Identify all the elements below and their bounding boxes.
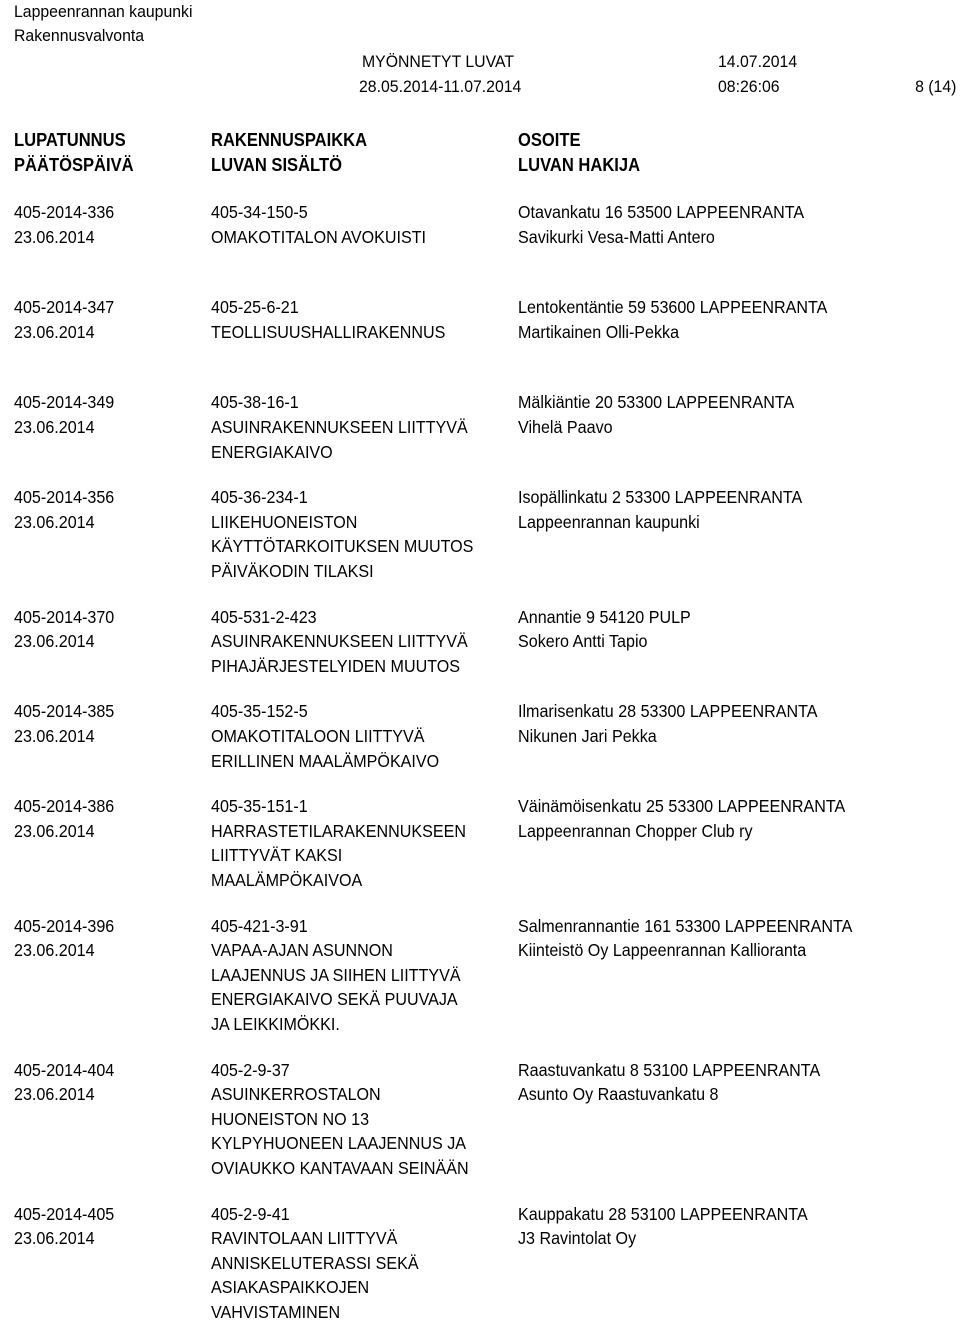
permit-record bbox=[14, 390, 954, 464]
report-title: MYÖNNETYT LUVAT bbox=[362, 52, 514, 71]
permit-content-line: TEOLLISUUSHALLIRAKENNUS bbox=[211, 321, 446, 342]
permit-record bbox=[14, 794, 954, 892]
permit-content-line: LAAJENNUS JA SIIHEN LIITTYVÄ bbox=[211, 964, 461, 985]
column-header-decision-date: PÄÄTÖSPÄIVÄ bbox=[14, 155, 134, 175]
permit-id: 405-2014-405 bbox=[14, 1203, 115, 1224]
decision-date: 23.06.2014 bbox=[14, 940, 95, 961]
applicant: J3 Ravintolat Oy bbox=[518, 1228, 637, 1249]
permit-id-column bbox=[14, 914, 114, 963]
column-header-permit-id: LUPATUNNUS bbox=[14, 130, 126, 150]
permit-content-line: HARRASTETILARAKENNUKSEEN bbox=[211, 820, 466, 841]
address: Kauppakatu 28 53100 LAPPEENRANTA bbox=[518, 1203, 808, 1224]
permit-content-line: ASIAKASPAIKKOJEN bbox=[211, 1277, 370, 1298]
permit-content-line: RAVINTOLAAN LIITTYVÄ bbox=[211, 1228, 398, 1249]
building-site: 405-34-150-5 bbox=[211, 202, 308, 222]
building-site-column bbox=[211, 699, 439, 773]
address-column bbox=[518, 295, 827, 344]
permit-content-line: ASUINRAKENNUKSEEN LIITTYVÄ bbox=[211, 631, 468, 652]
permit-content-line: HUONEISTON NO 13 bbox=[211, 1108, 370, 1129]
building-site: 405-421-3-91 bbox=[211, 915, 308, 936]
building-site: 405-531-2-423 bbox=[211, 606, 317, 627]
print-date: 14.07.2014 bbox=[718, 52, 798, 71]
permit-id: 405-2014-396 bbox=[14, 915, 115, 936]
address: Salmenrannantie 161 53300 LAPPEENRANTA bbox=[518, 915, 853, 936]
applicant: Lappeenrannan kaupunki bbox=[518, 511, 700, 532]
building-site-column bbox=[211, 200, 426, 249]
permit-id-column bbox=[14, 794, 114, 843]
address: Otavankatu 16 53500 LAPPEENRANTA bbox=[518, 202, 805, 222]
permit-id: 405-2014-336 bbox=[14, 202, 115, 222]
applicant: Nikunen Jari Pekka bbox=[518, 725, 657, 746]
print-time: 08:26:06 bbox=[718, 77, 780, 96]
permit-id: 405-2014-347 bbox=[14, 297, 115, 318]
decision-date: 23.06.2014 bbox=[14, 820, 95, 841]
permit-record bbox=[14, 605, 954, 679]
decision-date: 23.06.2014 bbox=[14, 511, 95, 532]
permit-id-column bbox=[14, 485, 114, 534]
permit-id-column bbox=[14, 699, 114, 748]
permit-list bbox=[14, 200, 954, 1325]
applicant: Vihelä Paavo bbox=[518, 416, 613, 437]
address-column bbox=[518, 1058, 820, 1107]
address: Raastuvankatu 8 53100 LAPPEENRANTA bbox=[518, 1059, 821, 1080]
permit-content-line: ERILLINEN MAALÄMPÖKAIVO bbox=[211, 750, 440, 771]
decision-date: 23.06.2014 bbox=[14, 1084, 95, 1105]
building-site: 405-36-234-1 bbox=[211, 487, 308, 508]
applicant: Asunto Oy Raastuvankatu 8 bbox=[518, 1084, 719, 1105]
building-site: 405-38-16-1 bbox=[211, 392, 299, 413]
address-column bbox=[518, 390, 794, 439]
permit-record bbox=[14, 914, 954, 1037]
applicant: Lappeenrannan Chopper Club ry bbox=[518, 820, 753, 841]
permit-content-line: ASUINKERROSTALON bbox=[211, 1084, 381, 1105]
applicant: Sokero Antti Tapio bbox=[518, 631, 648, 652]
address-column bbox=[518, 794, 845, 843]
building-site-column bbox=[211, 295, 445, 344]
address: Isopällinkatu 2 53300 LAPPEENRANTA bbox=[518, 487, 803, 508]
building-site-column bbox=[211, 485, 473, 583]
building-site: 405-2-9-37 bbox=[211, 1059, 290, 1080]
building-site-column bbox=[211, 605, 468, 679]
permit-content-line: ANNISKELUTERASSI SEKÄ bbox=[211, 1252, 419, 1273]
permit-id: 405-2014-404 bbox=[14, 1059, 115, 1080]
permit-content-line: PIHAJÄRJESTELYIDEN MUUTOS bbox=[211, 655, 461, 676]
permit-content-line: VAPAA-AJAN ASUNNON bbox=[211, 940, 393, 961]
address: Annantie 9 54120 PULP bbox=[518, 606, 691, 627]
permit-content-line: OMAKOTITALON AVOKUISTI bbox=[211, 226, 427, 247]
column-header-applicant: LUVAN HAKIJA bbox=[518, 155, 641, 175]
column-header-address: OSOITE bbox=[518, 130, 581, 150]
building-site: 405-25-6-21 bbox=[211, 297, 299, 318]
permit-id: 405-2014-356 bbox=[14, 487, 115, 508]
permit-record bbox=[14, 485, 954, 583]
permit-id-column bbox=[14, 1202, 114, 1251]
decision-date: 23.06.2014 bbox=[14, 631, 95, 652]
permit-id-column bbox=[14, 605, 114, 654]
permit-content-line: ASUINRAKENNUKSEEN LIITTYVÄ bbox=[211, 416, 468, 437]
permit-content-line: OVIAUKKO KANTAVAAN SEINÄÄN bbox=[211, 1157, 469, 1178]
permit-record bbox=[14, 1202, 954, 1325]
decision-date: 23.06.2014 bbox=[14, 321, 95, 342]
building-site: 405-35-151-1 bbox=[211, 796, 308, 817]
permit-content-line: ENERGIAKAIVO bbox=[211, 441, 333, 462]
permit-content-line: JA LEIKKIMÖKKI. bbox=[211, 1013, 340, 1034]
permit-record bbox=[14, 1058, 954, 1181]
permit-id-column bbox=[14, 390, 114, 439]
address-column bbox=[518, 1202, 808, 1251]
permit-content-line: OMAKOTITALOON LIITTYVÄ bbox=[211, 725, 425, 746]
address: Lentokentäntie 59 53600 LAPPEENRANTA bbox=[518, 297, 828, 318]
decision-date: 23.06.2014 bbox=[14, 226, 95, 247]
building-site: 405-2-9-41 bbox=[211, 1203, 290, 1224]
permit-id: 405-2014-386 bbox=[14, 796, 115, 817]
address-column bbox=[518, 200, 804, 249]
permit-id: 405-2014-349 bbox=[14, 392, 115, 413]
permit-record bbox=[14, 699, 954, 773]
decision-date: 23.06.2014 bbox=[14, 1228, 95, 1249]
address-column bbox=[518, 605, 691, 654]
building-site-column bbox=[211, 914, 461, 1037]
building-site: 405-35-152-5 bbox=[211, 701, 308, 722]
permit-id-column bbox=[14, 200, 114, 249]
address: Väinämöisenkatu 25 53300 LAPPEENRANTA bbox=[518, 796, 846, 817]
address: Ilmarisenkatu 28 53300 LAPPEENRANTA bbox=[518, 701, 818, 722]
page-number: 8 (14) bbox=[914, 77, 956, 96]
decision-date: 23.06.2014 bbox=[14, 416, 95, 437]
permit-content-line: LIIKEHUONEISTON bbox=[211, 511, 358, 532]
building-site-column bbox=[211, 1202, 419, 1325]
permit-id-column bbox=[14, 1058, 114, 1107]
address-column bbox=[518, 485, 802, 534]
permit-id: 405-2014-385 bbox=[14, 701, 115, 722]
permit-content-line: MAALÄMPÖKAIVOA bbox=[211, 869, 363, 890]
applicant: Kiinteistö Oy Lappeenrannan Kallioranta bbox=[518, 940, 807, 961]
permit-content-line: KYLPYHUONEEN LAAJENNUS JA bbox=[211, 1133, 466, 1154]
permit-content-line: PÄIVÄKODIN TILAKSI bbox=[211, 560, 374, 581]
address-column bbox=[518, 699, 817, 748]
permit-id: 405-2014-370 bbox=[14, 606, 115, 627]
building-site-column bbox=[211, 794, 466, 892]
organization-name: Lappeenrannan kaupunki bbox=[14, 2, 193, 21]
permit-content-line: VAHVISTAMINEN bbox=[211, 1301, 341, 1322]
permit-id-column bbox=[14, 295, 114, 344]
column-header-permit-content: LUVAN SISÄLTÖ bbox=[211, 155, 342, 175]
applicant: Martikainen Olli-Pekka bbox=[518, 321, 680, 342]
permit-record bbox=[14, 200, 954, 249]
permit-record bbox=[14, 295, 954, 344]
address-column bbox=[518, 914, 852, 963]
department-name: Rakennusvalvonta bbox=[14, 26, 145, 45]
address: Mälkiäntie 20 53300 LAPPEENRANTA bbox=[518, 392, 795, 413]
decision-date: 23.06.2014 bbox=[14, 725, 95, 746]
building-site-column bbox=[211, 390, 468, 464]
permit-content-line: KÄYTTÖTARKOITUKSEN MUUTOS bbox=[211, 536, 474, 557]
building-site-column bbox=[211, 1058, 469, 1181]
column-header-building-site: RAKENNUSPAIKKA bbox=[211, 130, 368, 150]
applicant: Savikurki Vesa-Matti Antero bbox=[518, 226, 715, 247]
permit-content-line: LIITTYVÄT KAKSI bbox=[211, 845, 343, 866]
date-range: 28.05.2014-11.07.2014 bbox=[359, 77, 522, 96]
permit-content-line: ENERGIAKAIVO SEKÄ PUUVAJA bbox=[211, 989, 458, 1010]
